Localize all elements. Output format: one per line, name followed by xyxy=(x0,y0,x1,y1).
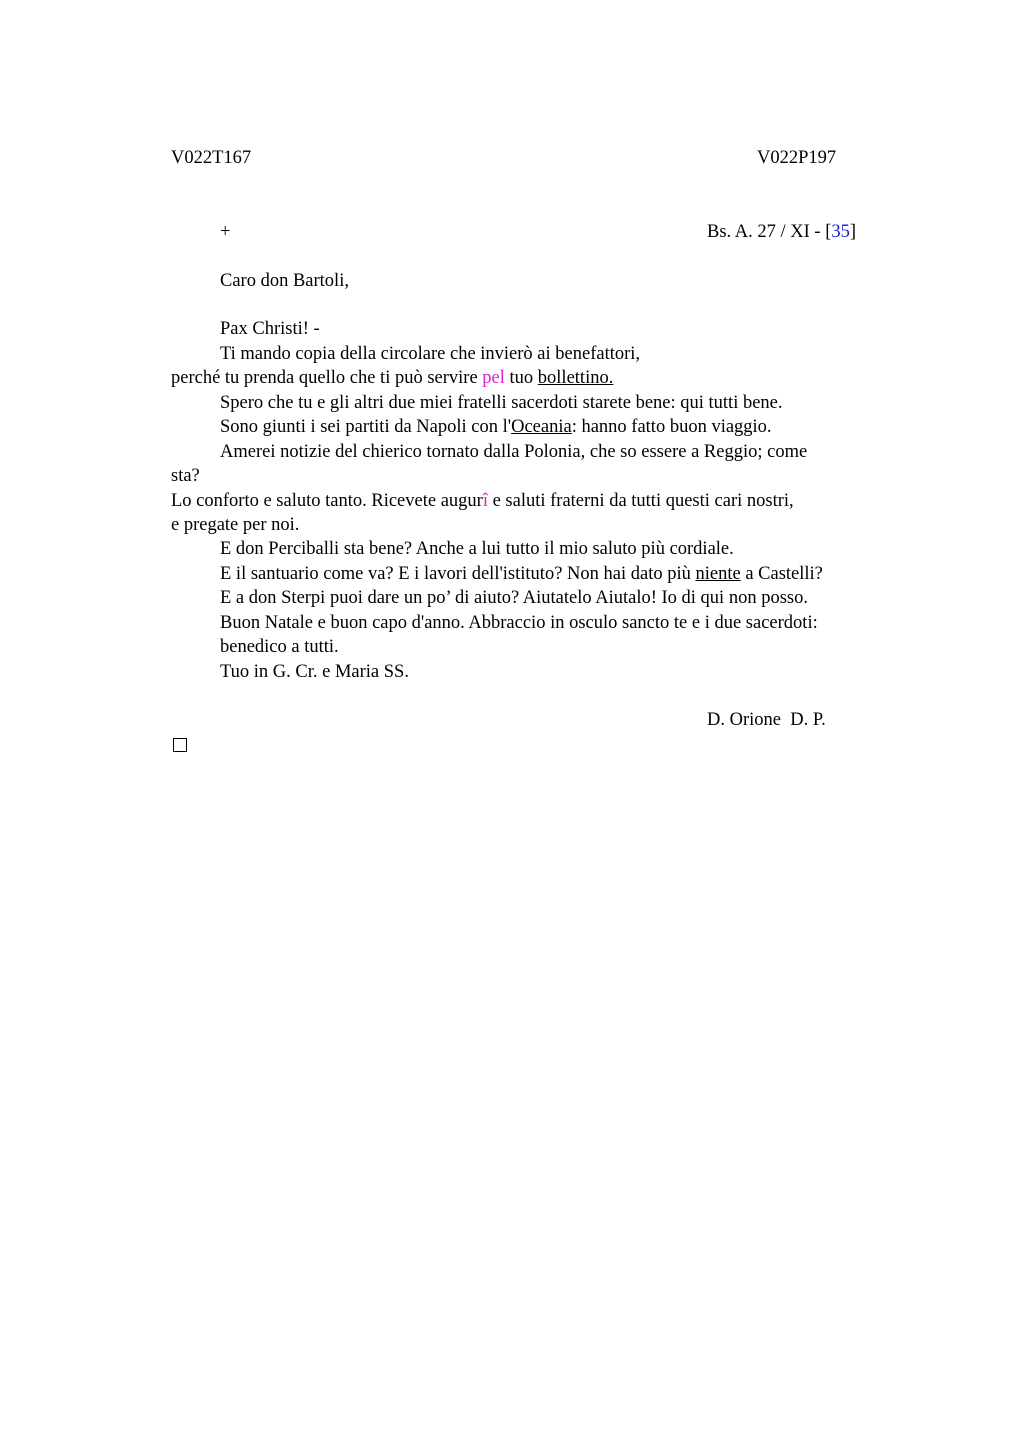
letter-line-10 xyxy=(220,562,823,586)
letter-line-5: Amerei notizie del chierico tornato dalla Polonia, che so essere a Reggio; come xyxy=(220,442,808,462)
line-4-underlined-oceania: Oceania xyxy=(511,417,572,437)
cross-mark: + xyxy=(220,222,231,242)
end-marker-square xyxy=(173,738,187,752)
letter-line-14: Tuo in G. Cr. e Maria SS. xyxy=(220,662,409,682)
letter-line-11: E a don Sterpi puoi dare un po’ di aiuto? Aiutatelo Aiutalo! Io di qui non posso. xyxy=(220,588,808,608)
line-2-text-c: tuo xyxy=(504,368,538,388)
line-7-highlight-i: î xyxy=(482,491,488,511)
header-left-code: V022T167 xyxy=(171,148,252,168)
line-10-text-c: a Castelli? xyxy=(740,564,823,584)
letter-line-9: E don Perciballi sta bene? Anche a lui tutto il mio saluto più cordiale. xyxy=(220,539,734,559)
ref-suffix: ] xyxy=(849,222,857,242)
signature: D. Orione D. P. xyxy=(707,710,826,730)
line-10-text-a: E il santuario come va? E i lavori dell'istituto? Non hai dato più xyxy=(220,564,696,584)
line-4-text-c: : hanno fatto buon viaggio. xyxy=(571,417,772,437)
line-2-highlight-pel: pel xyxy=(482,368,505,388)
greeting: Pax Christi! - xyxy=(220,319,320,339)
ref-number: 35 xyxy=(831,222,850,242)
letter-line-6: sta? xyxy=(171,466,200,486)
letter-line-8: e pregate per noi. xyxy=(171,515,300,535)
archive-reference xyxy=(707,220,856,244)
letter-line-13: benedico a tutti. xyxy=(220,637,339,657)
header-right-code: V022P197 xyxy=(757,148,837,168)
salutation: Caro don Bartoli, xyxy=(220,271,349,291)
letter-line-2 xyxy=(171,366,613,390)
letter-line-4 xyxy=(220,415,772,439)
line-7-text-a: Lo conforto e saluto tanto. Ricevete augur xyxy=(171,491,483,511)
line-10-underlined-niente: niente xyxy=(695,564,741,584)
letter-line-3: Spero che tu e gli altri due miei fratelli sacerdoti starete bene: qui tutti bene. xyxy=(220,393,783,413)
line-4-text-a: Sono giunti i sei partiti da Napoli con l' xyxy=(220,417,512,437)
letter-line-7 xyxy=(171,489,794,513)
line-2-text-a: perché tu prenda quello che ti può servire xyxy=(171,368,483,388)
line-7-text-c: e saluti fraterni da tutti questi cari nostri, xyxy=(487,491,794,511)
line-2-underlined-bollettino: bollettino. xyxy=(537,368,614,388)
ref-prefix: Bs. A. 27 / XI - [ xyxy=(707,222,832,242)
letter-line-12: Buon Natale e buon capo d'anno. Abbraccio in osculo sancto te e i due sacerdoti: xyxy=(220,613,818,633)
letter-line-1: Ti mando copia della circolare che invierò ai benefattori, xyxy=(220,344,641,364)
